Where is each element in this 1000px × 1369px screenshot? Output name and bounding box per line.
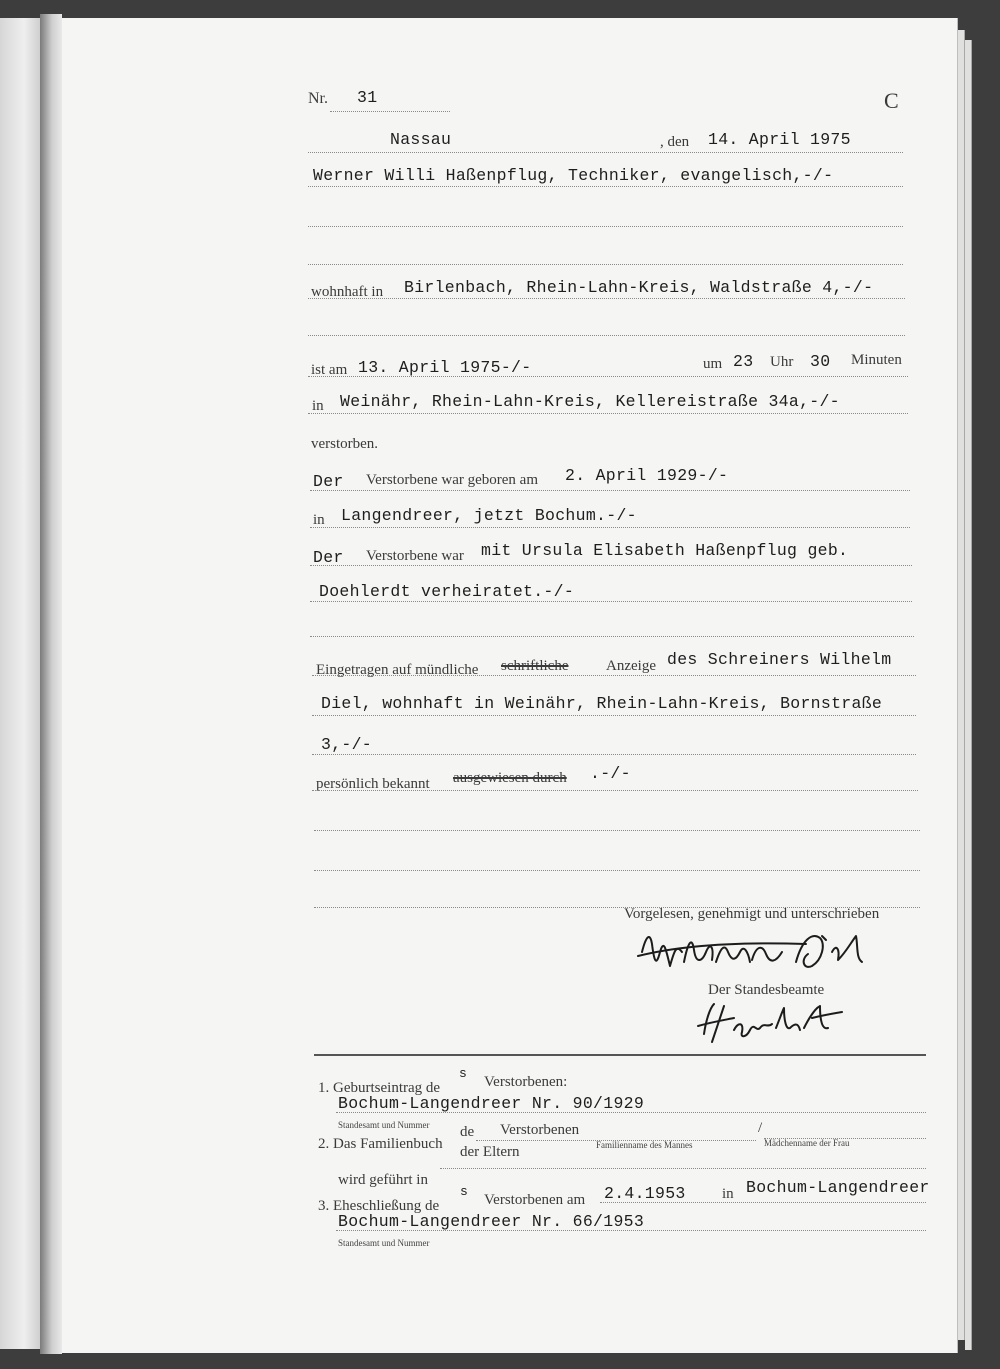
death-date: 13. April 1975-/- <box>358 358 532 377</box>
item1-label: 1. Geburtseintrag de <box>318 1080 441 1096</box>
item3-mid: Verstorbenen am <box>484 1192 586 1208</box>
birth-register-entry: Bochum-Langendreer Nr. 90/1929 <box>338 1094 645 1113</box>
item1-suffix: Verstorbenen: <box>484 1074 568 1090</box>
item3-in: in <box>722 1186 734 1202</box>
ausgewiesen-struck: ausgewiesen durch <box>453 770 567 786</box>
in-label: in <box>312 398 324 414</box>
item3-s: s <box>460 1184 469 1199</box>
geboren-label: Verstorbene war geboren am <box>366 472 539 488</box>
informant-line-1: des Schreiners Wilhelm <box>667 650 892 669</box>
anzeige-label: Anzeige <box>606 658 656 674</box>
ist-am-label: ist am <box>311 362 348 378</box>
marriage-place: Bochum-Langendreer <box>746 1178 930 1197</box>
informant-line-2: Diel, wohnhaft in Weinähr, Rhein-Lahn-Kreis, Bornstraße <box>321 694 883 713</box>
item3-label: 3. Eheschließung de <box>318 1198 440 1214</box>
death-place: Weinähr, Rhein-Lahn-Kreis, Kellereistraße 34a,-/- <box>340 392 840 411</box>
birth-place: Langendreer, jetzt Bochum.-/- <box>341 506 637 525</box>
eingetragen-label: Eingetragen auf mündliche <box>316 662 479 678</box>
item2-de: de <box>460 1124 475 1140</box>
marriage-line-1: mit Ursula Elisabeth Haßenpflug geb. <box>481 541 849 560</box>
maedchenname-label: Mädchenname der Frau <box>764 1138 850 1148</box>
uhr-label: Uhr <box>770 354 794 370</box>
informant-signature <box>636 922 886 978</box>
bekannt-value: .-/- <box>590 764 631 783</box>
registry-place: Nassau <box>390 130 452 149</box>
verheiratet-label: Verstorbene war <box>366 548 464 564</box>
marriage-line-2: Doehlerdt verheiratet.-/- <box>319 582 575 601</box>
nr-label: Nr. <box>308 90 328 107</box>
informant-line-3: 3,-/- <box>321 735 373 754</box>
wohnhaft-label: wohnhaft in <box>311 284 384 300</box>
der-label-2: Der <box>313 548 344 567</box>
der-label-1: Der <box>313 472 344 491</box>
registry-date: 14. April 1975 <box>708 130 851 149</box>
death-minute: 30 <box>810 352 831 371</box>
item2-label: 2. Das Familienbuch <box>318 1136 443 1152</box>
book-gutter <box>40 14 62 1354</box>
wird-gefuehrt-label: wird geführt in <box>338 1172 428 1188</box>
birth-date: 2. April 1929-/- <box>565 466 729 485</box>
page-stack-edge <box>958 30 965 1340</box>
death-hour: 23 <box>733 352 754 371</box>
item2-eltern: der Eltern <box>460 1144 520 1160</box>
item1-s: s <box>459 1066 468 1081</box>
bekannt-label: persönlich bekannt <box>316 776 430 792</box>
section-letter: C <box>884 88 899 113</box>
vorgelesen-label: Vorgelesen, genehmigt und unterschrieben <box>624 906 880 922</box>
marriage-register-entry: Bochum-Langendreer Nr. 66/1953 <box>338 1212 645 1231</box>
item2-value: Verstorbenen <box>500 1122 580 1138</box>
slash: / <box>758 1120 763 1136</box>
registrar-signature <box>694 998 854 1046</box>
residence-value: Birlenbach, Rhein-Lahn-Kreis, Waldstraße 4,-/- <box>404 278 874 297</box>
birth-in-label: in <box>313 512 325 528</box>
entry-number: 31 <box>357 88 378 107</box>
minuten-label: Minuten <box>851 352 902 368</box>
left-page-edge <box>0 18 40 1349</box>
schriftliche-struck: schriftliche <box>501 658 569 674</box>
deceased-person: Werner Willi Haßenpflug, Techniker, evangelisch,-/- <box>313 166 834 185</box>
den-label: , den <box>660 134 690 150</box>
standesamt-nummer-label-1: Standesamt und Nummer <box>338 1120 430 1130</box>
familienname-label: Familienname des Mannes <box>596 1140 693 1150</box>
um-label: um <box>703 356 723 372</box>
standesbeamte-label: Der Standesbeamte <box>708 982 825 998</box>
marriage-date: 2.4.1953 <box>604 1184 686 1203</box>
standesamt-nummer-label-2: Standesamt und Nummer <box>338 1238 430 1248</box>
verstorben-label: verstorben. <box>311 436 379 452</box>
page-stack-edge <box>965 40 972 1350</box>
